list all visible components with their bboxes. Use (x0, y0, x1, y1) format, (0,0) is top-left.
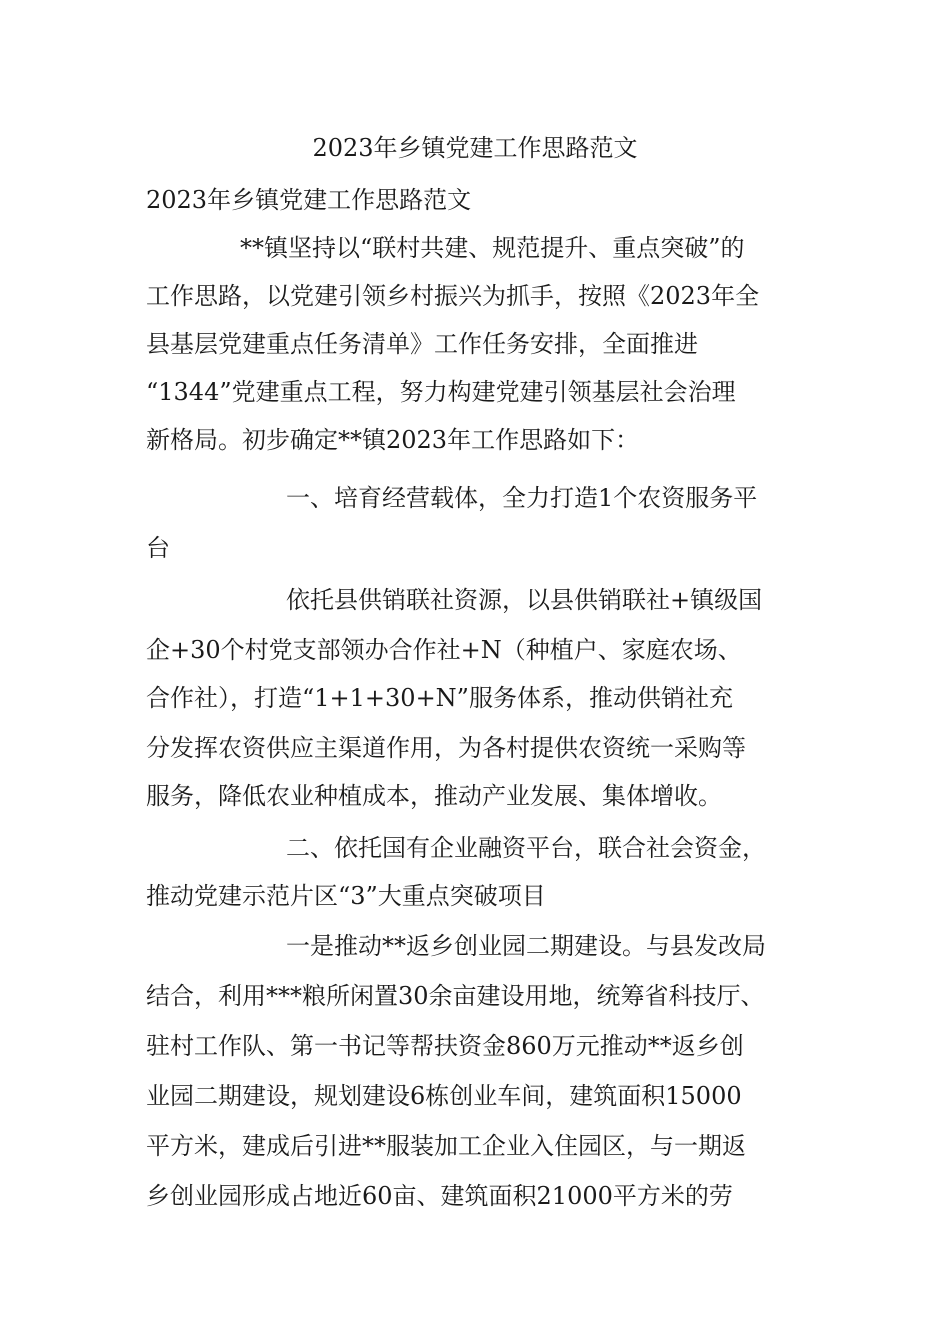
paragraph-line: 服务，降低农业种植成本，推动产业发展、集体增收。 (146, 782, 722, 810)
paragraph-line: 结合，利用***粮所闲置30余亩建设用地，统筹省科技厅、 (146, 982, 765, 1010)
section-heading-line: 推动党建示范片区“3”大重点突破项目 (146, 882, 546, 910)
paragraph-line: 县基层党建重点任务清单》工作任务安排，全面推进 (146, 330, 698, 358)
paragraph-line: 新格局。初步确定**镇2023年工作思路如下： (146, 426, 640, 454)
paragraph-line: **镇坚持以“联村共建、规范提升、重点突破”的 (240, 234, 745, 262)
paragraph-line: 依托县供销联社资源，以县供销联社+镇级国 (286, 586, 763, 614)
paragraph-line: 分发挥农资供应主渠道作用，为各村提供农资统一采购等 (146, 734, 746, 762)
section-heading-line: 一、培育经营载体，全力打造1个农资服务平 (286, 484, 758, 512)
paragraph-line: 驻村工作队、第一书记等帮扶资金860万元推动**返乡创 (146, 1032, 744, 1060)
document-subtitle: 2023年乡镇党建工作思路范文 (146, 186, 472, 214)
section-heading-line: 台 (146, 534, 170, 562)
paragraph-line: 一是推动**返乡创业园二期建设。与县发改局 (286, 932, 766, 960)
paragraph-line: 业园二期建设，规划建设6栋创业车间，建筑面积15000 (146, 1082, 742, 1110)
section-heading-line: 二、依托国有企业融资平台，联合社会资金， (286, 834, 766, 862)
paragraph-line: 企+30个村党支部领办合作社+N（种植户、家庭农场、 (146, 636, 742, 664)
paragraph-line: 平方米，建成后引进**服装加工企业入住园区，与一期返 (146, 1132, 746, 1160)
paragraph-line: “1344”党建重点工程，努力构建党建引领基层社会治理 (146, 378, 736, 406)
paragraph-line: 乡创业园形成占地近60亩、建筑面积21000平方米的劳 (146, 1182, 733, 1210)
document-title: 2023年乡镇党建工作思路范文 (312, 134, 638, 162)
paragraph-line: 工作思路，以党建引领乡村振兴为抓手，按照《2023年全 (146, 282, 760, 310)
paragraph-line: 合作社），打造“1+1+30+N”服务体系，推动供销社充 (146, 684, 733, 712)
